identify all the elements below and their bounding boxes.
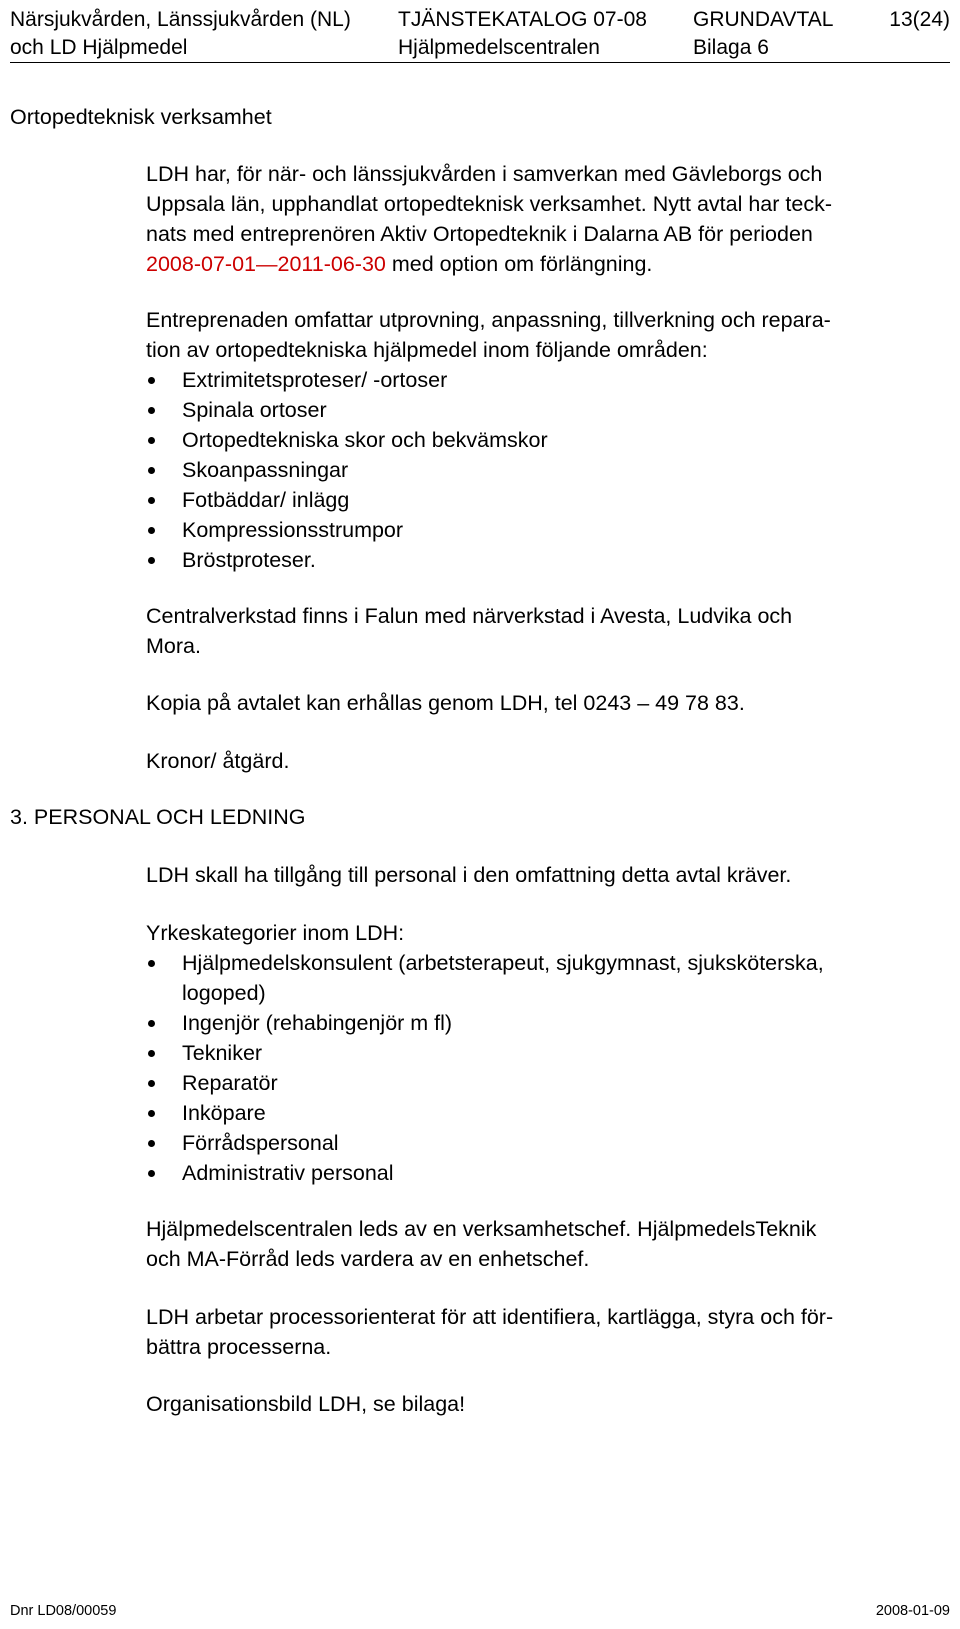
category-text: Hjälpmedelskonsulent (arbetsterapeut, sjukgymnast, sjuksköterska, bbox=[182, 951, 824, 975]
ortho-intro bbox=[146, 159, 936, 279]
page-header bbox=[10, 6, 950, 63]
list-item: Tekniker bbox=[146, 1038, 936, 1068]
period-end-date: 2011-06-30 bbox=[277, 252, 386, 276]
personnel-categories bbox=[146, 918, 936, 1188]
ortho-workshops bbox=[146, 601, 936, 661]
ortho-period-line bbox=[146, 249, 936, 279]
process-paragraph bbox=[146, 1302, 936, 1362]
management-paragraph bbox=[146, 1214, 936, 1274]
org-chart-reference: Organisationsbild LDH, se bilaga! bbox=[146, 1392, 466, 1416]
list-item: Fotbäddar/ inlägg bbox=[146, 485, 936, 515]
list-item: Spinala ortoser bbox=[146, 395, 936, 425]
scope-line: Entreprenaden omfattar utprovning, anpassning, tillverkning och repara- bbox=[146, 308, 831, 332]
period-suffix: med option om förlängning. bbox=[385, 252, 653, 276]
list-item: Reparatör bbox=[146, 1068, 936, 1098]
workshop-line: Mora. bbox=[146, 634, 201, 658]
categories-intro: Yrkeskategorier inom LDH: bbox=[146, 921, 405, 945]
footer-doc-number: Dnr LD08/00059 bbox=[10, 1603, 117, 1619]
ortho-intro-line: nats med entreprenören Aktiv Ortopedteknik i Dalarna AB för perioden bbox=[146, 222, 813, 246]
process-line: LDH arbetar processorienterat för att identifiera, kartlägga, styra och för- bbox=[146, 1305, 834, 1329]
category-list bbox=[146, 948, 936, 1188]
workshop-line: Centralverkstad finns i Falun med närverkstad i Avesta, Ludvika och bbox=[146, 604, 793, 628]
ortho-scope bbox=[146, 305, 936, 575]
personnel-heading: 3. PERSONAL OCH LEDNING bbox=[10, 805, 306, 829]
ortho-heading: Ortopedteknisk verksamhet bbox=[10, 105, 272, 129]
header-unit: Hjälpmedelscentralen bbox=[398, 36, 600, 59]
period-dash: — bbox=[255, 252, 278, 276]
list-item: Inköpare bbox=[146, 1098, 936, 1128]
list-item: Administrativ personal bbox=[146, 1158, 936, 1188]
management-line: Hjälpmedelscentralen leds av en verksamhetschef. HjälpmedelsTeknik bbox=[146, 1217, 817, 1241]
ortho-price-unit: Kronor/ åtgärd. bbox=[146, 749, 290, 773]
list-item bbox=[146, 948, 936, 1008]
process-line: bättra processerna. bbox=[146, 1335, 332, 1359]
ortho-intro-line: LDH har, för när- och länssjukvården i samverkan med Gävleborgs och bbox=[146, 162, 823, 186]
personnel-access: LDH skall ha tillgång till personal i den omfattning detta avtal kräver. bbox=[146, 863, 792, 887]
list-item: Ortopedtekniska skor och bekvämskor bbox=[146, 425, 936, 455]
header-row-1 bbox=[10, 6, 950, 34]
header-row-2 bbox=[10, 34, 950, 62]
management-line: och MA-Förråd leds vardera av en enhetschef. bbox=[146, 1247, 590, 1271]
scope-line: tion av ortopedtekniska hjälpmedel inom följande områden: bbox=[146, 338, 708, 362]
ortho-area-list bbox=[146, 365, 936, 575]
header-agreement-type: GRUNDAVTAL bbox=[693, 8, 834, 31]
footer-date: 2008-01-09 bbox=[875, 1603, 950, 1619]
header-organization-cont: och LD Hjälpmedel bbox=[10, 36, 188, 59]
list-item: Skoanpassningar bbox=[146, 455, 936, 485]
category-text-cont: logoped) bbox=[182, 981, 266, 1005]
header-page-number: 13(24) bbox=[889, 8, 950, 31]
header-appendix: Bilaga 6 bbox=[693, 36, 769, 59]
ortho-intro-line: Uppsala län, upphandlat ortopedteknisk verksamhet. Nytt avtal har teck- bbox=[146, 192, 832, 216]
period-start-date: 2008-07-01 bbox=[146, 252, 256, 276]
header-catalog-title: TJÄNSTEKATALOG 07-08 bbox=[398, 8, 647, 31]
list-item: Kompressionsstrumpor bbox=[146, 515, 936, 545]
list-item: Extrimitetsproteser/ -ortoser bbox=[146, 365, 936, 395]
list-item: Förrådspersonal bbox=[146, 1128, 936, 1158]
header-organization: Närsjukvården, Länssjukvården (NL) bbox=[10, 8, 351, 31]
ortho-contact: Kopia på avtalet kan erhållas genom LDH, tel 0243 – 49 78 83. bbox=[146, 691, 745, 715]
list-item: Bröstproteser. bbox=[146, 545, 936, 575]
list-item: Ingenjör (rehabingenjör m fl) bbox=[146, 1008, 936, 1038]
